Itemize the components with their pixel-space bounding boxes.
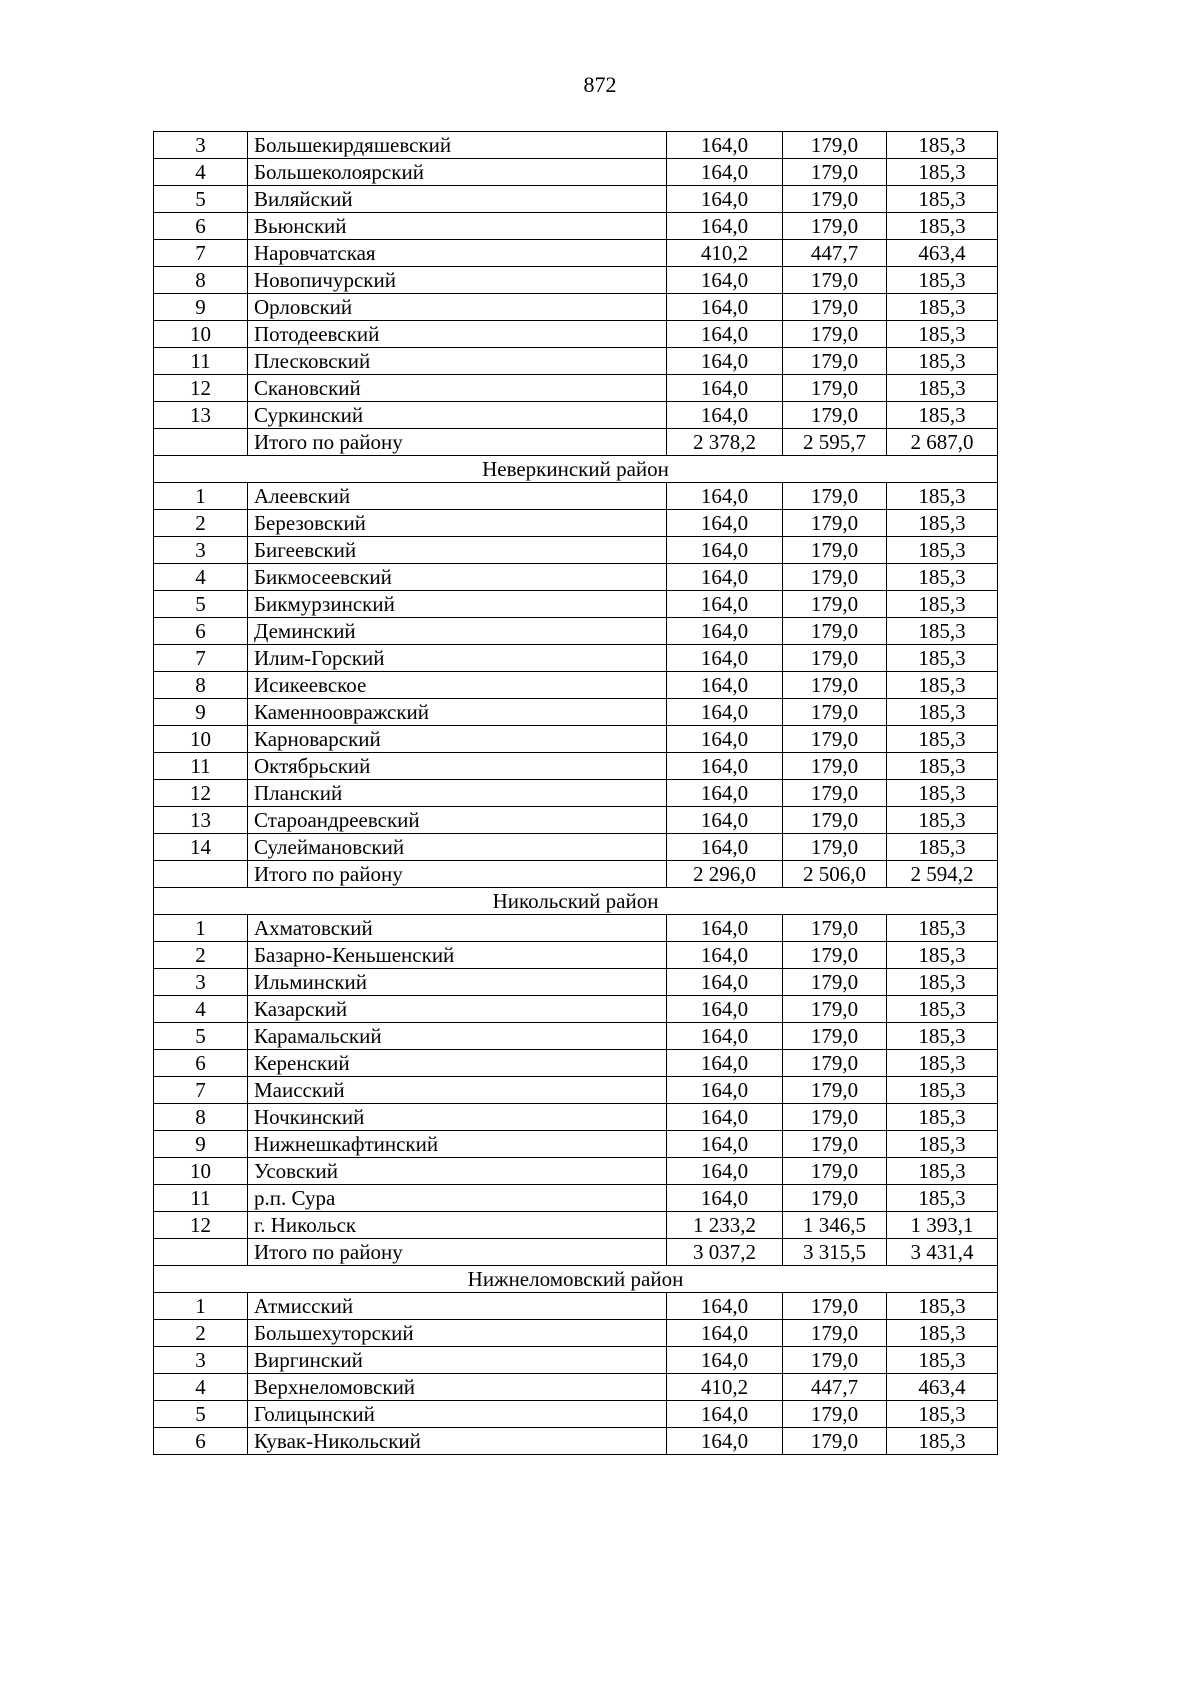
settlement-name: Плесковский: [248, 348, 667, 375]
value-col-1: 2 378,2: [667, 429, 783, 456]
value-col-2: 179,0: [783, 1077, 887, 1104]
settlement-name: Октябрьский: [248, 753, 667, 780]
row-number: 5: [154, 591, 248, 618]
value-col-3: 1 393,1: [887, 1212, 998, 1239]
value-col-3: 185,3: [887, 780, 998, 807]
value-col-1: 164,0: [667, 375, 783, 402]
total-label: Итого по району: [248, 429, 667, 456]
value-col-2: 179,0: [783, 1293, 887, 1320]
value-col-3: 185,3: [887, 969, 998, 996]
value-col-2: 179,0: [783, 834, 887, 861]
settlement-name: Большехуторский: [248, 1320, 667, 1347]
value-col-3: 185,3: [887, 1428, 998, 1455]
table-row: [154, 1158, 998, 1185]
settlement-name: Каменноовражский: [248, 699, 667, 726]
value-col-2: 179,0: [783, 564, 887, 591]
value-col-2: 179,0: [783, 915, 887, 942]
value-col-3: 185,3: [887, 1293, 998, 1320]
value-col-1: 164,0: [667, 267, 783, 294]
value-col-1: 164,0: [667, 1158, 783, 1185]
value-col-1: 164,0: [667, 996, 783, 1023]
value-col-3: 185,3: [887, 132, 998, 159]
table-row: [154, 834, 998, 861]
value-col-1: 164,0: [667, 699, 783, 726]
settlement-name: Староандреевский: [248, 807, 667, 834]
table-row: [154, 645, 998, 672]
value-col-1: 164,0: [667, 645, 783, 672]
table-row: [154, 159, 998, 186]
row-number: [154, 1239, 248, 1266]
value-col-3: 185,3: [887, 510, 998, 537]
settlement-name: Атмисский: [248, 1293, 667, 1320]
settlement-name: Исикеевское: [248, 672, 667, 699]
table-row: [154, 1347, 998, 1374]
value-col-2: 179,0: [783, 1320, 887, 1347]
value-col-1: 164,0: [667, 1185, 783, 1212]
row-number: 3: [154, 537, 248, 564]
value-col-2: 179,0: [783, 186, 887, 213]
value-col-3: 185,3: [887, 267, 998, 294]
table-row: [154, 807, 998, 834]
value-col-2: 179,0: [783, 510, 887, 537]
value-col-3: 185,3: [887, 726, 998, 753]
value-col-1: 164,0: [667, 537, 783, 564]
value-col-2: 179,0: [783, 213, 887, 240]
value-col-2: 179,0: [783, 969, 887, 996]
row-number: 11: [154, 753, 248, 780]
table-row: [154, 942, 998, 969]
value-col-1: 164,0: [667, 1401, 783, 1428]
value-col-1: 164,0: [667, 213, 783, 240]
total-label: Итого по району: [248, 861, 667, 888]
settlement-name: Большекирдяшевский: [248, 132, 667, 159]
table-row: [154, 699, 998, 726]
row-number: 7: [154, 1077, 248, 1104]
row-number: 6: [154, 618, 248, 645]
table-row: [154, 969, 998, 996]
district-title: Неверкинский район: [154, 456, 998, 483]
settlement-name: Керенский: [248, 1050, 667, 1077]
table-row: [154, 1320, 998, 1347]
page-number: 872: [583, 72, 617, 97]
value-col-3: 3 431,4: [887, 1239, 998, 1266]
value-col-1: 164,0: [667, 1428, 783, 1455]
table-row: [154, 186, 998, 213]
value-col-2: 179,0: [783, 483, 887, 510]
table-row: [154, 1212, 998, 1239]
value-col-1: 164,0: [667, 780, 783, 807]
value-col-2: 179,0: [783, 267, 887, 294]
value-col-3: 185,3: [887, 1131, 998, 1158]
settlement-name: Орловский: [248, 294, 667, 321]
settlement-name: Новопичурский: [248, 267, 667, 294]
value-col-1: 164,0: [667, 1023, 783, 1050]
row-number: 3: [154, 1347, 248, 1374]
district-total-row: [154, 861, 998, 888]
settlement-name: Казарский: [248, 996, 667, 1023]
value-col-2: 179,0: [783, 1104, 887, 1131]
value-col-3: 185,3: [887, 375, 998, 402]
value-col-3: 185,3: [887, 294, 998, 321]
settlement-name: Ильминский: [248, 969, 667, 996]
table-row: [154, 510, 998, 537]
value-col-1: 164,0: [667, 1077, 783, 1104]
value-col-3: 185,3: [887, 996, 998, 1023]
settlement-name: Ночкинский: [248, 1104, 667, 1131]
table-row: [154, 537, 998, 564]
value-col-3: 463,4: [887, 240, 998, 267]
value-col-2: 179,0: [783, 753, 887, 780]
value-col-3: 185,3: [887, 483, 998, 510]
table-row: [154, 1023, 998, 1050]
row-number: 13: [154, 807, 248, 834]
value-col-1: 410,2: [667, 1374, 783, 1401]
district-header-row: [154, 888, 998, 915]
value-col-1: 164,0: [667, 618, 783, 645]
value-col-2: 179,0: [783, 996, 887, 1023]
total-label: Итого по району: [248, 1239, 667, 1266]
value-col-1: 164,0: [667, 321, 783, 348]
table-row: [154, 753, 998, 780]
row-number: 5: [154, 1023, 248, 1050]
value-col-2: 179,0: [783, 294, 887, 321]
table-row: [154, 618, 998, 645]
value-col-1: 2 296,0: [667, 861, 783, 888]
settlement-name: Алеевский: [248, 483, 667, 510]
settlement-name: Деминский: [248, 618, 667, 645]
value-col-3: 185,3: [887, 591, 998, 618]
value-col-1: 3 037,2: [667, 1239, 783, 1266]
table-row: [154, 1077, 998, 1104]
row-number: 6: [154, 213, 248, 240]
value-col-1: 164,0: [667, 186, 783, 213]
settlement-name: Карноварский: [248, 726, 667, 753]
table-row: [154, 348, 998, 375]
value-col-3: 185,3: [887, 834, 998, 861]
settlement-name: Виргинский: [248, 1347, 667, 1374]
value-col-2: 179,0: [783, 726, 887, 753]
table-row: [154, 672, 998, 699]
row-number: 7: [154, 240, 248, 267]
table-row: [154, 132, 998, 159]
value-col-3: 185,3: [887, 807, 998, 834]
settlement-name: Березовский: [248, 510, 667, 537]
table-row: [154, 915, 998, 942]
value-col-2: 179,0: [783, 402, 887, 429]
value-col-1: 164,0: [667, 672, 783, 699]
table-row: [154, 1293, 998, 1320]
value-col-2: 179,0: [783, 1401, 887, 1428]
settlement-name: г. Никольск: [248, 1212, 667, 1239]
value-col-3: 185,3: [887, 402, 998, 429]
value-col-2: 2 595,7: [783, 429, 887, 456]
value-col-2: 179,0: [783, 807, 887, 834]
value-col-3: 185,3: [887, 618, 998, 645]
table-row: [154, 1104, 998, 1131]
value-col-3: 185,3: [887, 1401, 998, 1428]
value-col-3: 2 687,0: [887, 429, 998, 456]
table-row: [154, 375, 998, 402]
settlement-name: Карамальский: [248, 1023, 667, 1050]
row-number: 4: [154, 1374, 248, 1401]
table-row: [154, 996, 998, 1023]
value-col-2: 447,7: [783, 1374, 887, 1401]
value-col-1: 164,0: [667, 834, 783, 861]
value-col-1: 164,0: [667, 1293, 783, 1320]
value-col-3: 185,3: [887, 159, 998, 186]
district-header-row: [154, 1266, 998, 1293]
value-col-1: 164,0: [667, 1050, 783, 1077]
row-number: 9: [154, 1131, 248, 1158]
value-col-3: 185,3: [887, 672, 998, 699]
row-number: 8: [154, 672, 248, 699]
row-number: 9: [154, 699, 248, 726]
settlement-name: Ахматовский: [248, 915, 667, 942]
value-col-2: 179,0: [783, 132, 887, 159]
row-number: 6: [154, 1428, 248, 1455]
row-number: 10: [154, 321, 248, 348]
table-row: [154, 321, 998, 348]
value-col-3: 2 594,2: [887, 861, 998, 888]
value-col-1: 164,0: [667, 1347, 783, 1374]
row-number: 1: [154, 915, 248, 942]
value-col-2: 179,0: [783, 618, 887, 645]
value-col-3: 185,3: [887, 348, 998, 375]
value-col-3: 185,3: [887, 1347, 998, 1374]
value-col-2: 179,0: [783, 321, 887, 348]
settlement-name: Планский: [248, 780, 667, 807]
settlement-name: Кувак-Никольский: [248, 1428, 667, 1455]
value-col-3: 185,3: [887, 1023, 998, 1050]
value-col-2: 179,0: [783, 1428, 887, 1455]
row-number: 14: [154, 834, 248, 861]
value-col-1: 164,0: [667, 294, 783, 321]
row-number: [154, 861, 248, 888]
value-col-1: 164,0: [667, 807, 783, 834]
value-col-1: 164,0: [667, 969, 783, 996]
settlement-name: Бикмурзинский: [248, 591, 667, 618]
table-row: [154, 483, 998, 510]
table-row: [154, 564, 998, 591]
value-col-2: 179,0: [783, 1185, 887, 1212]
value-col-3: 185,3: [887, 537, 998, 564]
table-row: [154, 726, 998, 753]
value-col-2: 179,0: [783, 537, 887, 564]
row-number: 4: [154, 996, 248, 1023]
table-row: [154, 240, 998, 267]
settlement-name: Потодеевский: [248, 321, 667, 348]
value-col-1: 164,0: [667, 1104, 783, 1131]
value-col-3: 185,3: [887, 1320, 998, 1347]
row-number: 8: [154, 1104, 248, 1131]
row-number: 8: [154, 267, 248, 294]
value-col-2: 179,0: [783, 591, 887, 618]
settlement-name: Верхнеломовский: [248, 1374, 667, 1401]
value-col-2: 179,0: [783, 645, 887, 672]
value-col-2: 1 346,5: [783, 1212, 887, 1239]
value-col-3: 185,3: [887, 942, 998, 969]
value-col-1: 164,0: [667, 942, 783, 969]
row-number: 12: [154, 1212, 248, 1239]
settlement-name: Бикмосеевский: [248, 564, 667, 591]
row-number: [154, 429, 248, 456]
row-number: 1: [154, 1293, 248, 1320]
row-number: 9: [154, 294, 248, 321]
value-col-2: 179,0: [783, 159, 887, 186]
settlement-name: Скановский: [248, 375, 667, 402]
value-col-1: 1 233,2: [667, 1212, 783, 1239]
value-col-2: 179,0: [783, 1050, 887, 1077]
district-total-row: [154, 1239, 998, 1266]
district-title: Никольский район: [154, 888, 998, 915]
value-col-1: 164,0: [667, 726, 783, 753]
table-row: [154, 1428, 998, 1455]
row-number: 1: [154, 483, 248, 510]
row-number: 10: [154, 726, 248, 753]
district-title: Нижнеломовский район: [154, 1266, 998, 1293]
row-number: 10: [154, 1158, 248, 1185]
value-col-3: 185,3: [887, 915, 998, 942]
table-row: [154, 1131, 998, 1158]
table-row: [154, 591, 998, 618]
value-col-1: 164,0: [667, 915, 783, 942]
settlement-name: Маисский: [248, 1077, 667, 1104]
row-number: 11: [154, 1185, 248, 1212]
value-col-1: 164,0: [667, 510, 783, 537]
settlement-name: Голицынский: [248, 1401, 667, 1428]
value-col-2: 2 506,0: [783, 861, 887, 888]
settlement-name: Виляйский: [248, 186, 667, 213]
settlement-name: Большеколоярский: [248, 159, 667, 186]
value-col-2: 179,0: [783, 348, 887, 375]
row-number: 2: [154, 1320, 248, 1347]
value-col-2: 179,0: [783, 672, 887, 699]
value-col-2: 447,7: [783, 240, 887, 267]
value-col-2: 3 315,5: [783, 1239, 887, 1266]
settlement-name: р.п. Сура: [248, 1185, 667, 1212]
value-col-2: 179,0: [783, 1158, 887, 1185]
settlement-name: Усовский: [248, 1158, 667, 1185]
value-col-1: 410,2: [667, 240, 783, 267]
settlement-name: Базарно-Кеньшенский: [248, 942, 667, 969]
table-row: [154, 213, 998, 240]
settlement-name: Бигеевский: [248, 537, 667, 564]
value-col-3: 185,3: [887, 213, 998, 240]
value-col-1: 164,0: [667, 753, 783, 780]
value-col-1: 164,0: [667, 402, 783, 429]
value-col-3: 463,4: [887, 1374, 998, 1401]
row-number: 12: [154, 375, 248, 402]
settlement-name: Илим-Горский: [248, 645, 667, 672]
row-number: 2: [154, 942, 248, 969]
table-row: [154, 1185, 998, 1212]
row-number: 3: [154, 969, 248, 996]
table-row: [154, 294, 998, 321]
value-col-2: 179,0: [783, 1347, 887, 1374]
row-number: 4: [154, 564, 248, 591]
value-col-3: 185,3: [887, 1185, 998, 1212]
value-col-1: 164,0: [667, 1131, 783, 1158]
settlement-name: Сулеймановский: [248, 834, 667, 861]
value-col-2: 179,0: [783, 699, 887, 726]
value-col-1: 164,0: [667, 1320, 783, 1347]
value-col-3: 185,3: [887, 321, 998, 348]
value-col-1: 164,0: [667, 564, 783, 591]
value-col-2: 179,0: [783, 942, 887, 969]
value-col-3: 185,3: [887, 1158, 998, 1185]
value-col-3: 185,3: [887, 564, 998, 591]
value-col-3: 185,3: [887, 1050, 998, 1077]
row-number: 12: [154, 780, 248, 807]
row-number: 2: [154, 510, 248, 537]
row-number: 11: [154, 348, 248, 375]
row-number: 5: [154, 1401, 248, 1428]
settlement-name: Наровчатская: [248, 240, 667, 267]
value-col-2: 179,0: [783, 1023, 887, 1050]
row-number: 4: [154, 159, 248, 186]
district-total-row: [154, 429, 998, 456]
value-col-1: 164,0: [667, 483, 783, 510]
table-row: [154, 1050, 998, 1077]
value-col-2: 179,0: [783, 780, 887, 807]
row-number: 5: [154, 186, 248, 213]
settlement-name: Вьюнский: [248, 213, 667, 240]
value-col-1: 164,0: [667, 348, 783, 375]
table-row: [154, 267, 998, 294]
value-col-3: 185,3: [887, 753, 998, 780]
value-col-3: 185,3: [887, 186, 998, 213]
settlement-name: Суркинский: [248, 402, 667, 429]
table-row: [154, 1374, 998, 1401]
table-row: [154, 1401, 998, 1428]
value-col-1: 164,0: [667, 591, 783, 618]
row-number: 13: [154, 402, 248, 429]
value-col-3: 185,3: [887, 699, 998, 726]
allocation-table: [153, 131, 998, 1455]
table-row: [154, 780, 998, 807]
settlement-name: Нижнешкафтинский: [248, 1131, 667, 1158]
row-number: 7: [154, 645, 248, 672]
value-col-1: 164,0: [667, 159, 783, 186]
value-col-2: 179,0: [783, 375, 887, 402]
table-row: [154, 402, 998, 429]
value-col-3: 185,3: [887, 1104, 998, 1131]
value-col-3: 185,3: [887, 1077, 998, 1104]
value-col-2: 179,0: [783, 1131, 887, 1158]
district-header-row: [154, 456, 998, 483]
value-col-3: 185,3: [887, 645, 998, 672]
row-number: 6: [154, 1050, 248, 1077]
table-body: [154, 132, 998, 1455]
row-number: 3: [154, 132, 248, 159]
value-col-1: 164,0: [667, 132, 783, 159]
